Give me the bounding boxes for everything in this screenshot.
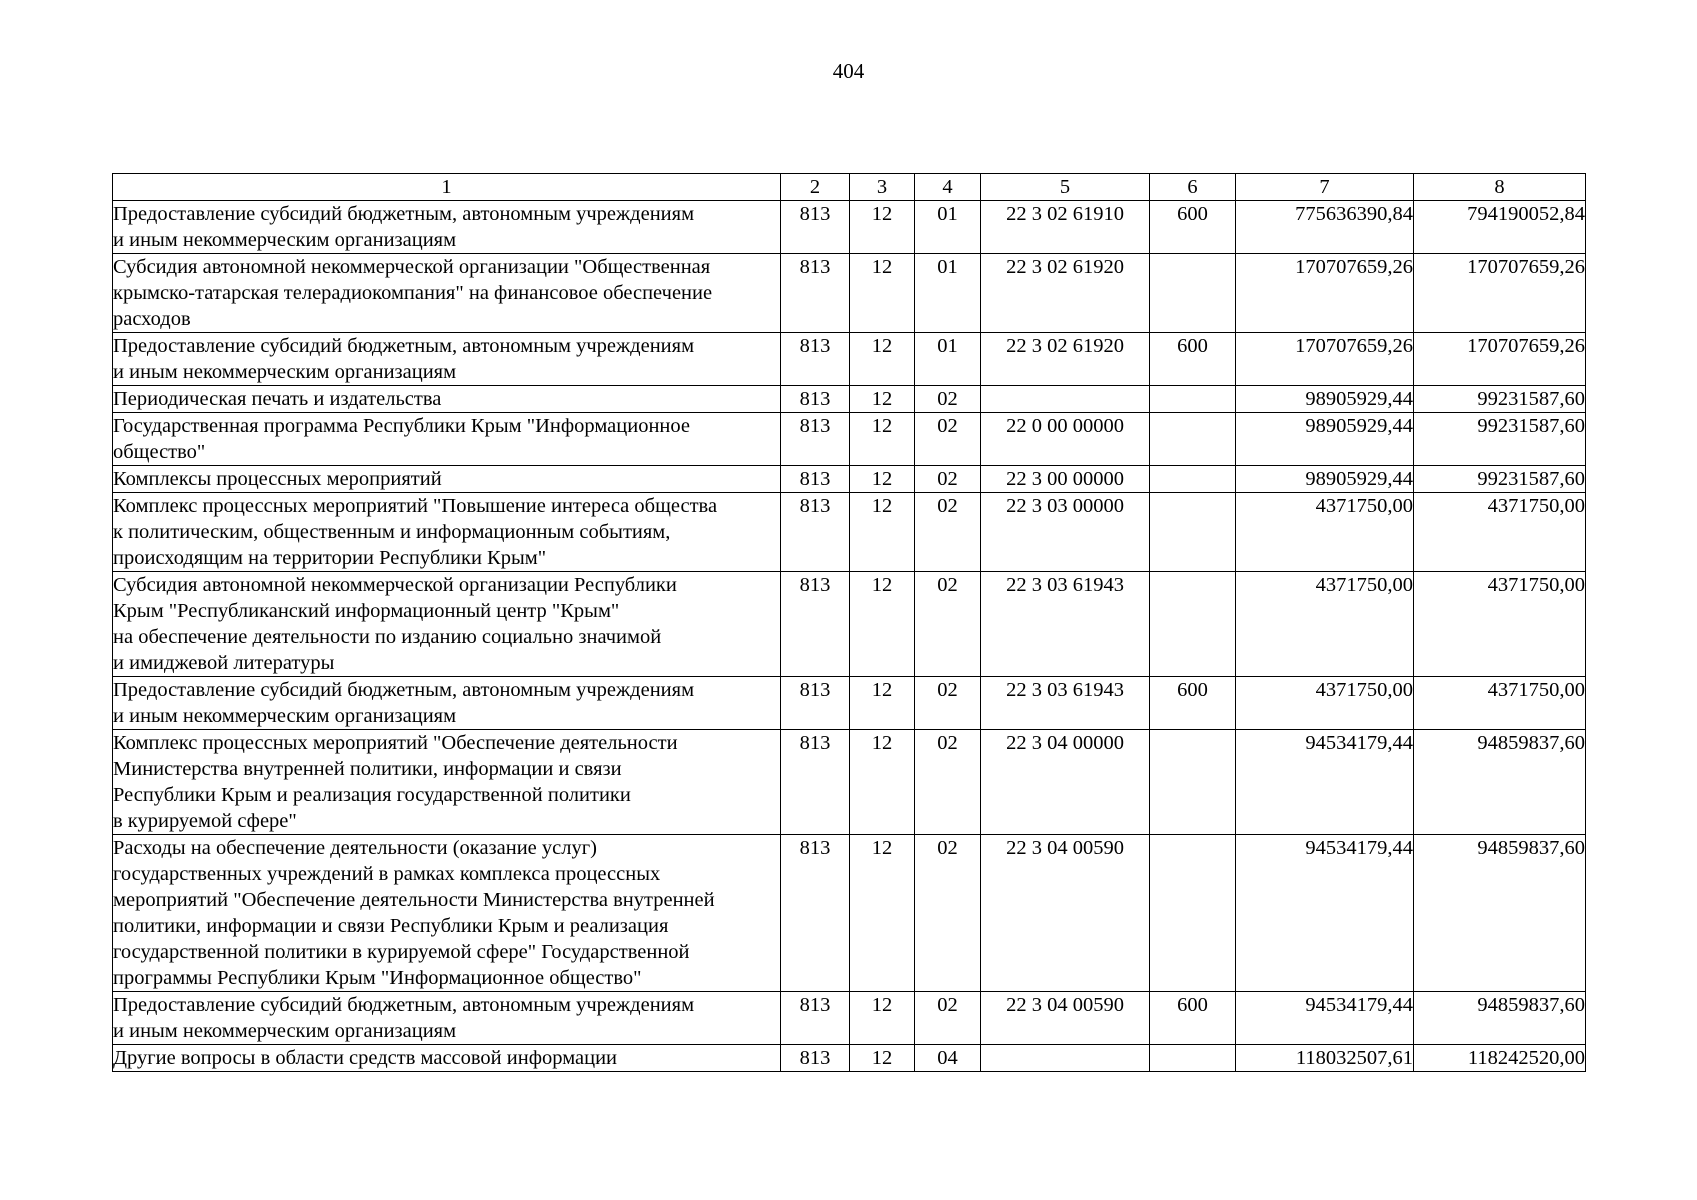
row-amount-year2-cell: 4371750,00 [1414, 677, 1586, 730]
row-expense-type-cell [1150, 386, 1236, 413]
row-name-cell: Периодическая печать и издательства [113, 386, 781, 413]
table-row [113, 677, 1586, 730]
table-row [113, 201, 1586, 254]
row-expense-type-cell: 600 [1150, 992, 1236, 1045]
row-amount-year2-cell: 4371750,00 [1414, 493, 1586, 572]
row-target-article-cell: 22 3 02 61920 [981, 254, 1150, 333]
row-name-cell: Субсидия автономной некоммерческой организации Республики Крым "Республиканский информационный центр "Крым" на обеспечение деятельности по изданию социально значимой и имиджевой литературы [113, 572, 781, 677]
row-amount-year2-cell: 99231587,60 [1414, 466, 1586, 493]
row-expense-type-cell [1150, 572, 1236, 677]
row-target-article-cell: 22 3 04 00590 [981, 835, 1150, 992]
row-code-cell: 813 [781, 386, 850, 413]
table-body [113, 201, 1586, 1072]
table-row [113, 1045, 1586, 1072]
row-section-cell: 12 [850, 333, 915, 386]
row-subsection-cell: 02 [915, 386, 981, 413]
row-expense-type-cell [1150, 413, 1236, 466]
row-section-cell: 12 [850, 677, 915, 730]
row-amount-year1-cell: 94534179,44 [1236, 730, 1414, 835]
row-amount-year1-cell: 98905929,44 [1236, 413, 1414, 466]
row-target-article-cell: 22 3 02 61920 [981, 333, 1150, 386]
table-row [113, 835, 1586, 992]
row-expense-type-cell [1150, 493, 1236, 572]
row-name-cell: Предоставление субсидий бюджетным, автономным учреждениям и иным некоммерческим организациям [113, 333, 781, 386]
row-code-cell: 813 [781, 413, 850, 466]
row-subsection-cell: 01 [915, 333, 981, 386]
row-name-cell: Предоставление субсидий бюджетным, автономным учреждениям и иным некоммерческим организациям [113, 992, 781, 1045]
row-amount-year2-cell: 170707659,26 [1414, 333, 1586, 386]
row-amount-year1-cell: 4371750,00 [1236, 493, 1414, 572]
row-expense-type-cell: 600 [1150, 677, 1236, 730]
row-section-cell: 12 [850, 992, 915, 1045]
row-section-cell: 12 [850, 413, 915, 466]
row-code-cell: 813 [781, 677, 850, 730]
row-section-cell: 12 [850, 1045, 915, 1072]
row-subsection-cell: 02 [915, 992, 981, 1045]
row-section-cell: 12 [850, 466, 915, 493]
header-row [113, 174, 1586, 201]
row-target-article-cell: 22 3 03 61943 [981, 677, 1150, 730]
row-target-article-cell [981, 386, 1150, 413]
row-amount-year1-cell: 94534179,44 [1236, 992, 1414, 1045]
row-amount-year1-cell: 98905929,44 [1236, 466, 1414, 493]
table-row [113, 413, 1586, 466]
row-name-cell: Комплексы процессных мероприятий [113, 466, 781, 493]
row-subsection-cell: 02 [915, 493, 981, 572]
row-amount-year2-cell: 118242520,00 [1414, 1045, 1586, 1072]
row-amount-year2-cell: 99231587,60 [1414, 413, 1586, 466]
table-row [113, 254, 1586, 333]
column-header: 2 [781, 174, 850, 201]
row-code-cell: 813 [781, 730, 850, 835]
row-name-cell: Субсидия автономной некоммерческой организации "Общественная крымско-татарская телерадиокомпания" на финансовое обеспечение расходов [113, 254, 781, 333]
row-amount-year2-cell: 94859837,60 [1414, 992, 1586, 1045]
row-subsection-cell: 01 [915, 254, 981, 333]
row-amount-year1-cell: 4371750,00 [1236, 677, 1414, 730]
row-code-cell: 813 [781, 333, 850, 386]
row-expense-type-cell: 600 [1150, 201, 1236, 254]
row-code-cell: 813 [781, 201, 850, 254]
row-section-cell: 12 [850, 493, 915, 572]
row-amount-year2-cell: 170707659,26 [1414, 254, 1586, 333]
row-code-cell: 813 [781, 254, 850, 333]
row-amount-year2-cell: 4371750,00 [1414, 572, 1586, 677]
row-name-cell: Предоставление субсидий бюджетным, автономным учреждениям и иным некоммерческим организациям [113, 201, 781, 254]
column-header: 6 [1150, 174, 1236, 201]
table-row [113, 992, 1586, 1045]
column-header: 1 [113, 174, 781, 201]
row-target-article-cell: 22 3 02 61910 [981, 201, 1150, 254]
row-expense-type-cell [1150, 730, 1236, 835]
column-header: 5 [981, 174, 1150, 201]
row-code-cell: 813 [781, 466, 850, 493]
column-header: 3 [850, 174, 915, 201]
row-subsection-cell: 02 [915, 413, 981, 466]
row-name-cell: Расходы на обеспечение деятельности (оказание услуг) государственных учреждений в рамках комплекса процессных мероприятий "Обеспечение деятельности Министерства внутренней политики, информации и связи Республики Крым и реализация государственной политики в курируемой сфере" Государственной программы Республики Крым "Информационное общество" [113, 835, 781, 992]
page-number: 404 [832, 59, 865, 83]
column-header: 7 [1236, 174, 1414, 201]
row-subsection-cell: 01 [915, 201, 981, 254]
row-amount-year2-cell: 794190052,84 [1414, 201, 1586, 254]
row-amount-year2-cell: 94859837,60 [1414, 835, 1586, 992]
row-target-article-cell: 22 3 03 61943 [981, 572, 1150, 677]
table-row [113, 730, 1586, 835]
row-name-cell: Предоставление субсидий бюджетным, автономным учреждениям и иным некоммерческим организациям [113, 677, 781, 730]
row-amount-year2-cell: 94859837,60 [1414, 730, 1586, 835]
budget-table [112, 173, 1586, 1072]
row-section-cell: 12 [850, 730, 915, 835]
column-header: 8 [1414, 174, 1586, 201]
row-name-cell: Другие вопросы в области средств массовой информации [113, 1045, 781, 1072]
column-header: 4 [915, 174, 981, 201]
row-target-article-cell: 22 3 03 00000 [981, 493, 1150, 572]
row-expense-type-cell [1150, 466, 1236, 493]
row-target-article-cell: 22 0 00 00000 [981, 413, 1150, 466]
row-amount-year1-cell: 98905929,44 [1236, 386, 1414, 413]
row-expense-type-cell [1150, 1045, 1236, 1072]
row-name-cell: Комплекс процессных мероприятий "Повышение интереса общества к политическим, общественным и информационным событиям, происходящим на территории Республики Крым" [113, 493, 781, 572]
row-code-cell: 813 [781, 493, 850, 572]
row-section-cell: 12 [850, 254, 915, 333]
row-code-cell: 813 [781, 992, 850, 1045]
row-code-cell: 813 [781, 1045, 850, 1072]
row-amount-year1-cell: 170707659,26 [1236, 333, 1414, 386]
row-code-cell: 813 [781, 572, 850, 677]
row-subsection-cell: 02 [915, 572, 981, 677]
row-name-cell: Государственная программа Республики Крым "Информационное общество" [113, 413, 781, 466]
row-subsection-cell: 04 [915, 1045, 981, 1072]
row-amount-year2-cell: 99231587,60 [1414, 386, 1586, 413]
row-section-cell: 12 [850, 386, 915, 413]
row-code-cell: 813 [781, 835, 850, 992]
row-target-article-cell: 22 3 04 00000 [981, 730, 1150, 835]
row-subsection-cell: 02 [915, 677, 981, 730]
row-expense-type-cell [1150, 254, 1236, 333]
row-target-article-cell: 22 3 04 00590 [981, 992, 1150, 1045]
table-row [113, 572, 1586, 677]
row-subsection-cell: 02 [915, 466, 981, 493]
row-section-cell: 12 [850, 835, 915, 992]
row-section-cell: 12 [850, 572, 915, 677]
table-row [113, 386, 1586, 413]
row-expense-type-cell: 600 [1150, 333, 1236, 386]
row-expense-type-cell [1150, 835, 1236, 992]
row-subsection-cell: 02 [915, 835, 981, 992]
row-amount-year1-cell: 170707659,26 [1236, 254, 1414, 333]
row-target-article-cell: 22 3 00 00000 [981, 466, 1150, 493]
row-name-cell: Комплекс процессных мероприятий "Обеспечение деятельности Министерства внутренней политики, информации и связи Республики Крым и реализация государственной политики в курируемой сфере" [113, 730, 781, 835]
table-row [113, 466, 1586, 493]
table-row [113, 493, 1586, 572]
row-amount-year1-cell: 4371750,00 [1236, 572, 1414, 677]
row-amount-year1-cell: 775636390,84 [1236, 201, 1414, 254]
row-subsection-cell: 02 [915, 730, 981, 835]
row-amount-year1-cell: 118032507,61 [1236, 1045, 1414, 1072]
row-target-article-cell [981, 1045, 1150, 1072]
row-amount-year1-cell: 94534179,44 [1236, 835, 1414, 992]
row-section-cell: 12 [850, 201, 915, 254]
table-row [113, 333, 1586, 386]
